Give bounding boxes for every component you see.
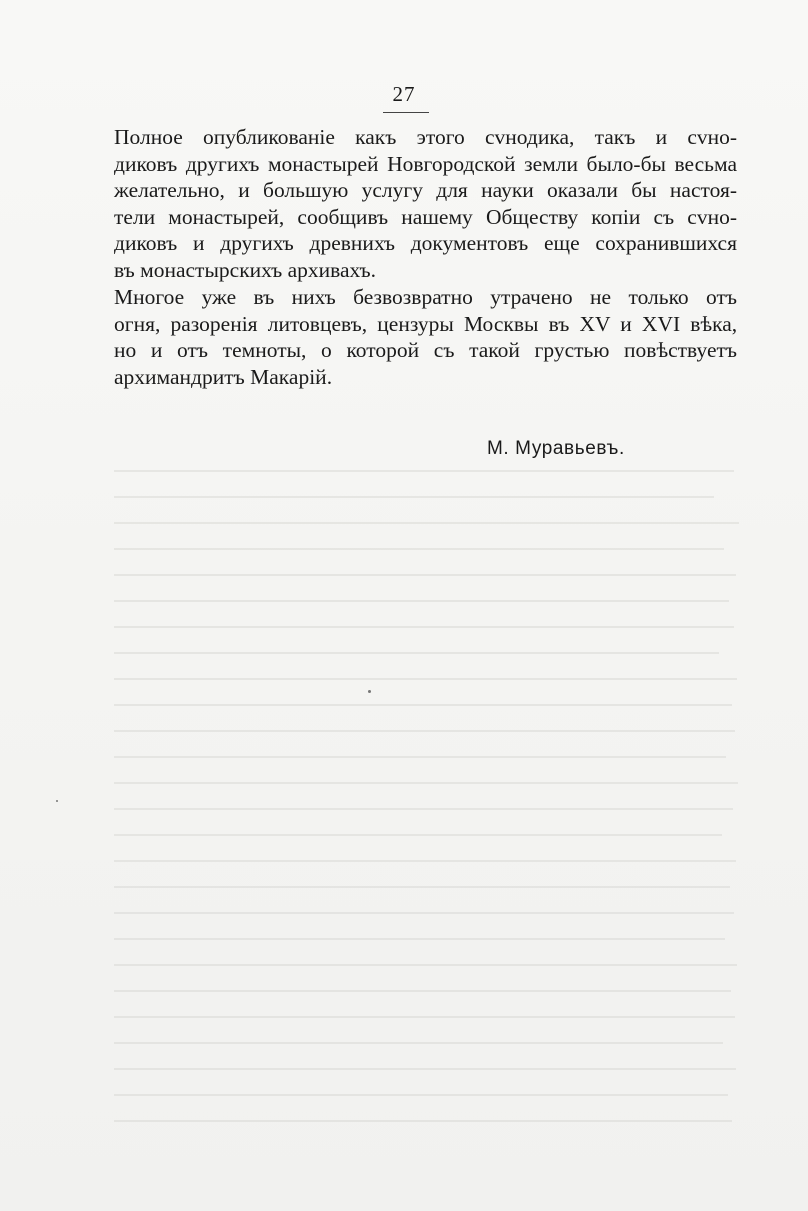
paragraph-2 [114,284,737,390]
show-through [114,652,719,654]
show-through [114,1068,736,1070]
page-number: 27 [392,82,416,106]
text-line: диковъ другихъ монастырей Новгородской земли было-бы весьма [114,151,737,176]
show-through [114,860,736,862]
show-through [114,626,734,628]
ink-speck [368,690,371,693]
text-line: диковъ и другихъ древнихъ документовъ еще сохранившихся [114,231,737,256]
ink-speck [56,800,58,802]
show-through [114,886,730,888]
text-line: архимандритъ Макарій. [114,364,333,389]
show-through [114,1042,723,1044]
show-through [114,990,731,992]
author-signature: М. Муравьевъ. [487,438,625,459]
text-line: огня, разоренія литовцевъ, цензуры Москвы въ XV и XVI вѣка, [114,311,738,336]
text-line: Полное опубликованіе какъ этого сvнодика, такъ и сvно- [114,125,738,149]
text-line: тели монастырей, сообщивъ нашему Обществу копіи съ сvно- [114,204,737,229]
show-through [114,678,737,680]
show-through [114,730,735,732]
text-line: Многое уже въ нихъ безвозвратно утрачено не только отъ [114,285,738,309]
text-line: желательно, и большую услугу для науки оказали бы настоя- [114,178,737,203]
text-line: но и отъ темноты, о которой съ такой грустью повѣствуетъ [114,338,737,363]
show-through [114,964,737,966]
text-line: въ монастырскихъ архивахъ. [114,257,376,282]
show-through [114,496,714,498]
show-through [114,600,729,602]
show-through [114,782,738,784]
show-through [114,1120,732,1122]
show-through [114,522,739,524]
page-number-rule [383,112,429,113]
show-through [114,834,722,836]
show-through [114,574,736,576]
paragraph-1 [114,124,737,284]
show-through [114,808,733,810]
show-through [114,756,726,758]
show-through [114,912,734,914]
show-through [114,470,734,472]
show-through [114,704,732,706]
show-through [114,548,724,550]
show-through [114,1016,735,1018]
show-through [114,1094,728,1096]
show-through [114,938,725,940]
